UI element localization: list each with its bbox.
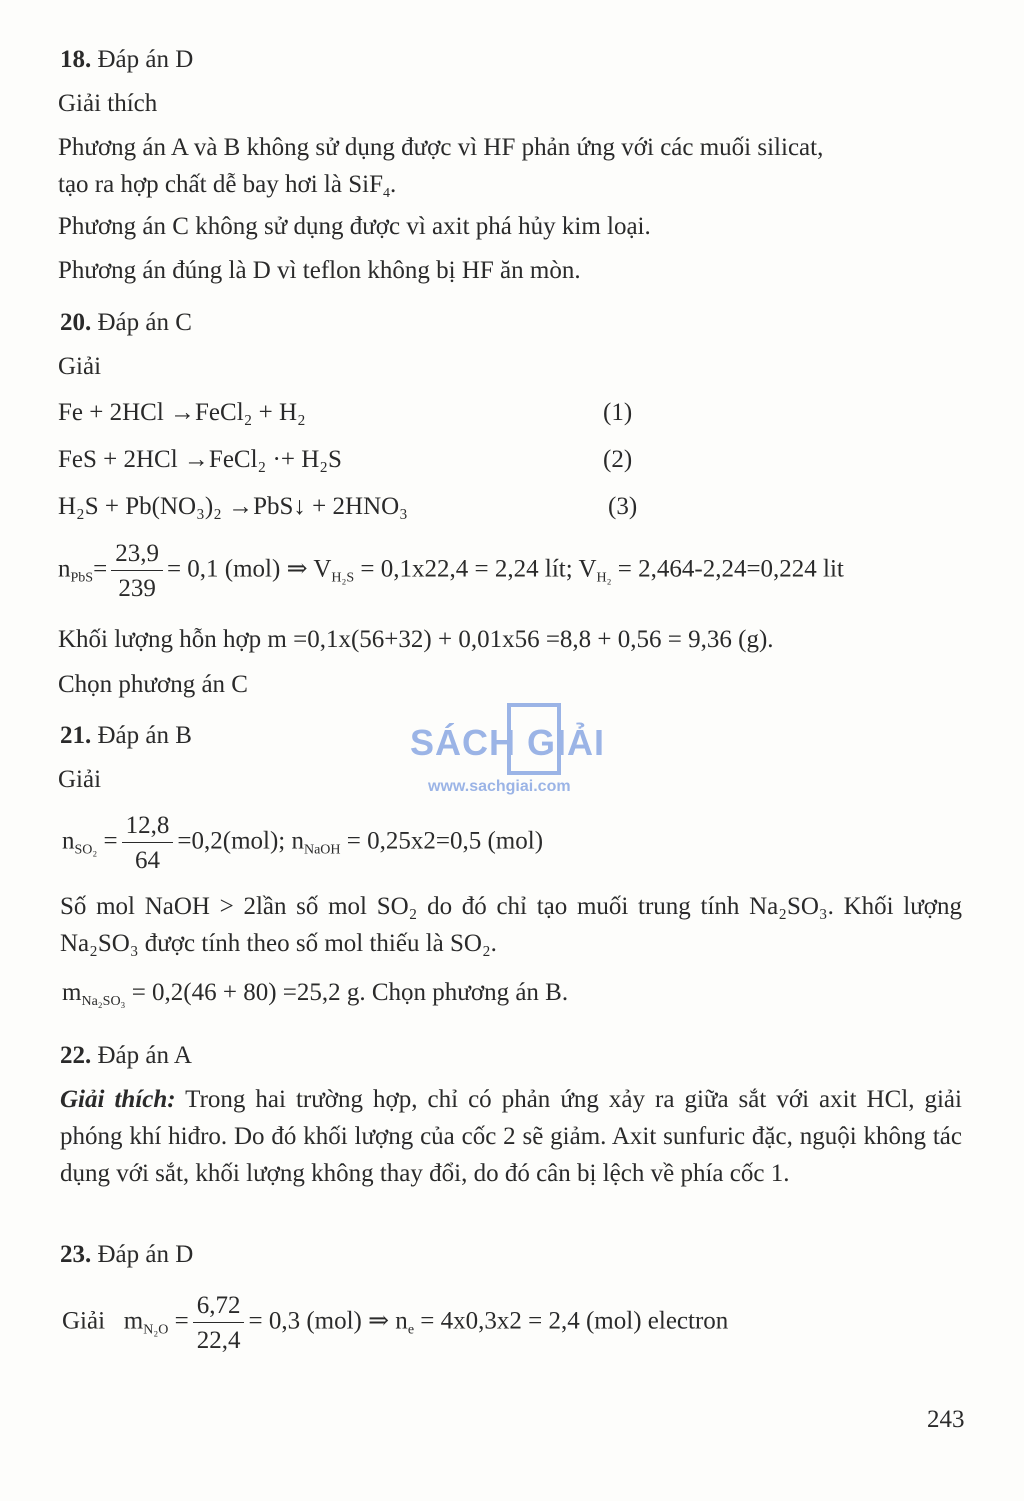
q20-label: Giải (58, 353, 102, 380)
q18-number: 18. (60, 46, 92, 73)
q20-vh2-subscript: H₂ (596, 570, 612, 586)
q22-paragraph (60, 1081, 962, 1192)
q20-calc-end: = 2,464-2,24=0,224 lit (611, 555, 844, 583)
watermark-title: SÁCH GIẢI (410, 722, 606, 763)
q18-sif4-subscript: 4 (382, 186, 390, 201)
q20-calc-middle2: = 0,1x22,4 = 2,24 lít; V (354, 555, 597, 583)
q23-e-subscript: e (407, 1322, 415, 1338)
q20-equation-1: Fe + 2HCl →FeCl₂ + H₂ (58, 399, 306, 426)
watermark-logo (410, 700, 620, 800)
q21-number: 21. (60, 722, 92, 749)
q23-rest: = 0,3 (mol) ⇒ n (248, 1307, 408, 1335)
q20-fraction-denominator: 239 (118, 574, 156, 602)
q20-fraction-numerator: 23,9 (111, 540, 163, 571)
q22-label: Giải thích: (60, 1086, 176, 1113)
q23-calculation (62, 1292, 728, 1354)
q20-calc-middle: = 0,1 (mol) ⇒ V (166, 555, 332, 583)
q21-answer: Đáp án B (97, 722, 192, 749)
q23-answer: Đáp án D (97, 1241, 194, 1268)
q21-calc-rest: =0,2(mol); n (177, 827, 304, 855)
q20-vh2s-subscript: H₂S (331, 570, 355, 586)
q20-fraction (111, 540, 163, 602)
q21-heading (60, 723, 192, 748)
q21-fraction (122, 812, 174, 874)
q21-m-symbol: m (62, 979, 82, 1006)
q18-heading (60, 47, 193, 72)
q20-equation-1-number: (1) (603, 399, 633, 426)
q23-fraction-numerator: 6,72 (193, 1292, 245, 1323)
q23-label: Giải (62, 1307, 106, 1335)
q22-answer: Đáp án A (97, 1042, 192, 1069)
q21-so2-subscript: SO₂ (74, 842, 98, 858)
q21-fraction-denominator: 64 (135, 846, 161, 874)
q21-mass-rest: = 0,2(46 + 80) =25,2 g. Chọn phương án B. (125, 979, 569, 1006)
q18-para3: Phương án đúng là D vì teflon không bị HF ăn mòn. (58, 257, 581, 284)
q20-calculation: $n_{PbS}=$ $\frac{23,9}{239}$ = 0,1 (mol) ⇒ $V_{H_2S} = 0,1x22,4 = 2,24$ lít; $V_{H_2} = 2,464-2,24=0,224$ lit (58, 540, 844, 602)
page-number: 243 (927, 1406, 965, 1433)
q18-para1-line1: Phương án A và B không sử dụng được vì HF phản ứng với các muối silicat, (58, 134, 824, 161)
q23-m-symbol: m (123, 1307, 144, 1335)
q21-label: Giải (58, 766, 102, 793)
q23-fraction-denominator: 22,4 (196, 1326, 241, 1354)
q23-fraction (193, 1292, 245, 1354)
q22-text: Trong hai trường hợp, chỉ có phản ứng xảy ra giữa sắt với axit HCl, giải phóng khí hiđro. Do đó khối lượng của cốc 2 sẽ giảm. Axit sunfuric đặc, nguội không tác dụng với sắt, khối lượng không thay đổi, do đó cân bị lệch về phía cốc 1. (60, 1086, 962, 1187)
q20-equation-2: FeS + 2HCl →FeCl₂ ·+ H₂S (58, 446, 342, 473)
q23-number: 23. (60, 1241, 92, 1268)
q21-fraction-numerator: 12,8 (122, 812, 174, 843)
q23-heading (60, 1242, 193, 1267)
q20-equation-2-number: (2) (603, 446, 633, 473)
q22-number: 22. (60, 1042, 92, 1069)
q20-mass-line: Khối lượng hỗn hợp m =0,1x(56+32) + 0,01x56 =8,8 + 0,56 = 9,36 (g). (58, 626, 774, 653)
q18-para1-line2 (58, 171, 397, 201)
q20-heading (60, 310, 192, 335)
q21-calculation: $n_{SO_2}$ = $\frac{12,8}{64}$ =0,2(mol); $n_{NaOH} = 0,25x2=0,5$ (mol) (62, 812, 544, 874)
q21-mass-line (62, 979, 569, 1009)
watermark-url: www.sachgiai.com (428, 778, 571, 795)
q23-equals: = (174, 1307, 189, 1335)
q21-calc-end: = 0,25x2=0,5 (mol) (340, 827, 544, 855)
q18-para1-period: . (389, 171, 397, 198)
q18-label: Giải thích (58, 90, 158, 117)
q18-answer: Đáp án D (97, 46, 194, 73)
q18-para2: Phương án C không sử dụng được vì axit phá hủy kim loại. (58, 213, 651, 240)
q21-na2so3-subscript: Na₂SO₃ (81, 994, 126, 1009)
q20-n-symbol: n (58, 555, 71, 583)
q20-choose: Chọn phương án C (58, 671, 248, 698)
q22-heading (60, 1043, 192, 1068)
q23-n2o-subscript: N₂O (143, 1322, 169, 1338)
q21-n-symbol: n (62, 827, 75, 855)
q23-end: = 4x0,3x2 = 2,4 (mol) electron (414, 1307, 729, 1335)
q20-answer: Đáp án C (97, 309, 192, 336)
q20-equation-3: H₂S + Pb(NO₃)₂ →PbS↓ + 2HNO₃ (58, 493, 408, 520)
q18-para1-text: tạo ra hợp chất dễ bay hơi là SiF (58, 171, 383, 198)
q20-pbs-subscript: PbS (70, 570, 94, 586)
q20-equation-3-number: (3) (608, 493, 638, 520)
q21-paragraph: Số mol NaOH > 2lần số mol SO₂ do đó chỉ tạo muối trung tính Na₂SO₃. Khối lượng Na₂SO₃ được tính theo số mol thiếu là SO₂. (60, 893, 962, 957)
q20-number: 20. (60, 309, 92, 336)
q21-naoh-subscript: NaOH (303, 842, 341, 858)
